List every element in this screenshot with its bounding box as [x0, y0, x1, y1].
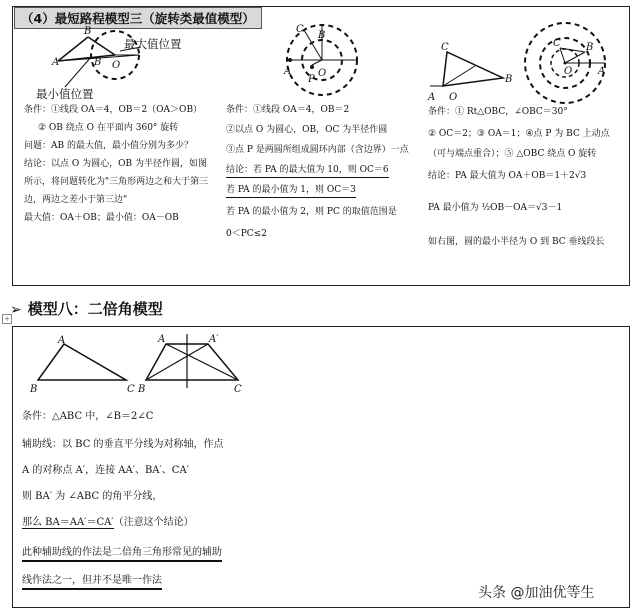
watermark: 头条 @加油优等生	[478, 585, 595, 601]
col3-line-3: （可与端点重合）；⑤ △OBC 绕点 O 旋转	[428, 149, 597, 159]
fig1-label-b2: B	[94, 57, 102, 68]
fig2-label-o: O	[318, 68, 327, 79]
fig2-label-c: C	[296, 24, 304, 35]
fig2-label-p: P	[308, 74, 315, 85]
tri2-label-a: A	[158, 334, 166, 345]
col1-line-1: 条件：①线段 OA＝4，OB＝2（OA＞OB）	[24, 105, 203, 115]
fig3-label-b: B	[505, 74, 513, 85]
col1-line-5: 所示，将问题转化为"三角形两边之和大于第三	[24, 177, 209, 187]
fig3-label-c: C	[441, 42, 449, 53]
col3-line-2: ② OC＝2；③ OA＝1；④点 P 为 BC 上动点	[428, 129, 610, 139]
col2-line-3: ③点 P 是两圆所组成圆环内部（含边界）一点	[226, 145, 409, 155]
fig2-label-a: A	[284, 66, 292, 77]
fig3c-label-o: O	[564, 66, 573, 77]
fig3c-label-c: C	[553, 38, 561, 49]
fig3-label-a: A	[428, 92, 436, 103]
fig3c-label-b: B	[586, 42, 594, 53]
fig1-label-o: O	[112, 60, 121, 71]
col2-line-2: ②以点 O 为圆心，OB，OC 为半径作圆	[226, 125, 388, 135]
model8-line-5	[22, 516, 194, 530]
tri2-label-c: C	[234, 384, 242, 395]
figure-right-triangle	[425, 42, 515, 102]
model8-line-6: 此种辅助线的作法是二倍角三角形常见的辅助	[22, 546, 222, 562]
col3-line-6: 如右图，圆的最小半径为 O 到 BC 垂线段长	[428, 237, 605, 247]
figure-ring	[282, 20, 362, 100]
fig1-label-b: B	[84, 26, 92, 37]
col2-line-1: 条件：①线段 OA＝4，OB＝2	[226, 105, 350, 115]
col3-line-5: PA 最小值为 ½OB－OA＝√3－1	[428, 203, 563, 213]
model8-conclusion: 那么 BA＝AA′＝CA′	[22, 517, 114, 528]
col1-line-6: 边，两边之差小于第三边"	[24, 195, 128, 205]
max-position-label: 最大值位置	[124, 37, 182, 51]
col3-line-1: 条件：① Rt△OBC，∠OBC＝30°	[428, 107, 568, 117]
tri1-label-c: C	[127, 384, 135, 395]
fig3-label-o: O	[449, 92, 458, 103]
min-position-label: 最小值位置	[36, 87, 94, 101]
fig3c-label-a: A	[598, 66, 606, 77]
col3-line-4: 结论：PA 最大值为 OA＋OB＝1＋2√3	[428, 171, 587, 181]
tri2-label-a-prime: A′	[209, 334, 219, 345]
model8-note: （注意这个结论）	[113, 517, 194, 528]
col1-line-4: 结论：以点 O 为圆心，OB 为半径作圆，如图	[24, 159, 207, 169]
col2-line-4: 结论：若 PA 的最大值为 10，则 OC＝6	[226, 164, 389, 178]
col1-line-2: ② OB 绕点 O 在平面内 360° 旋转	[38, 123, 179, 133]
col1-line-3: 问题：AB 的最大值，最小值分别为多少？	[24, 141, 193, 151]
tri2-label-b: B	[138, 384, 146, 395]
arrow-bullet-icon: ➢	[10, 302, 22, 318]
section2-title-text: 模型八：二倍角模型	[27, 300, 163, 318]
col2-line-6: 若 PA 的最小值为 2，则 PC 的取值范围是	[226, 207, 397, 217]
figure-triangle-abc	[26, 334, 136, 394]
col2-line-7: 0＜PC≤2	[226, 229, 267, 239]
tri1-label-a: A	[58, 335, 66, 346]
model8-line-2: 辅助线：以 BC 的垂直平分线为对称轴，作点	[22, 439, 224, 450]
figure-symmetric-trapezoid	[136, 332, 246, 394]
section-title-rotation-model: （4）最短路程模型三（旋转类最值模型）	[14, 7, 262, 29]
fig1-label-a: A	[52, 57, 60, 68]
fig2-label-b: B	[318, 30, 326, 41]
table-move-handle-icon[interactable]: +	[2, 314, 12, 324]
model8-line-3: A 的对称点 A′，连接 AA′、BA′、CA′	[22, 465, 189, 476]
figure-rotation-segment	[20, 25, 210, 95]
tri1-label-b: B	[30, 384, 38, 395]
col1-line-7: 最大值：OA＋OB；最小值：OA－OB	[24, 213, 179, 223]
section-title-double-angle	[10, 298, 163, 319]
model8-line-4: 则 BA′ 为 ∠ABC 的角平分线，	[22, 491, 163, 502]
col2-line-5: 若 PA 的最小值为 1，则 OC＝3	[226, 184, 356, 198]
figure-concentric-circles	[520, 18, 610, 108]
model8-line-1: 条件：△ABC 中，∠B＝2∠C	[22, 411, 154, 422]
model8-line-7: 线作法之一，但并不是唯一作法	[22, 574, 162, 590]
